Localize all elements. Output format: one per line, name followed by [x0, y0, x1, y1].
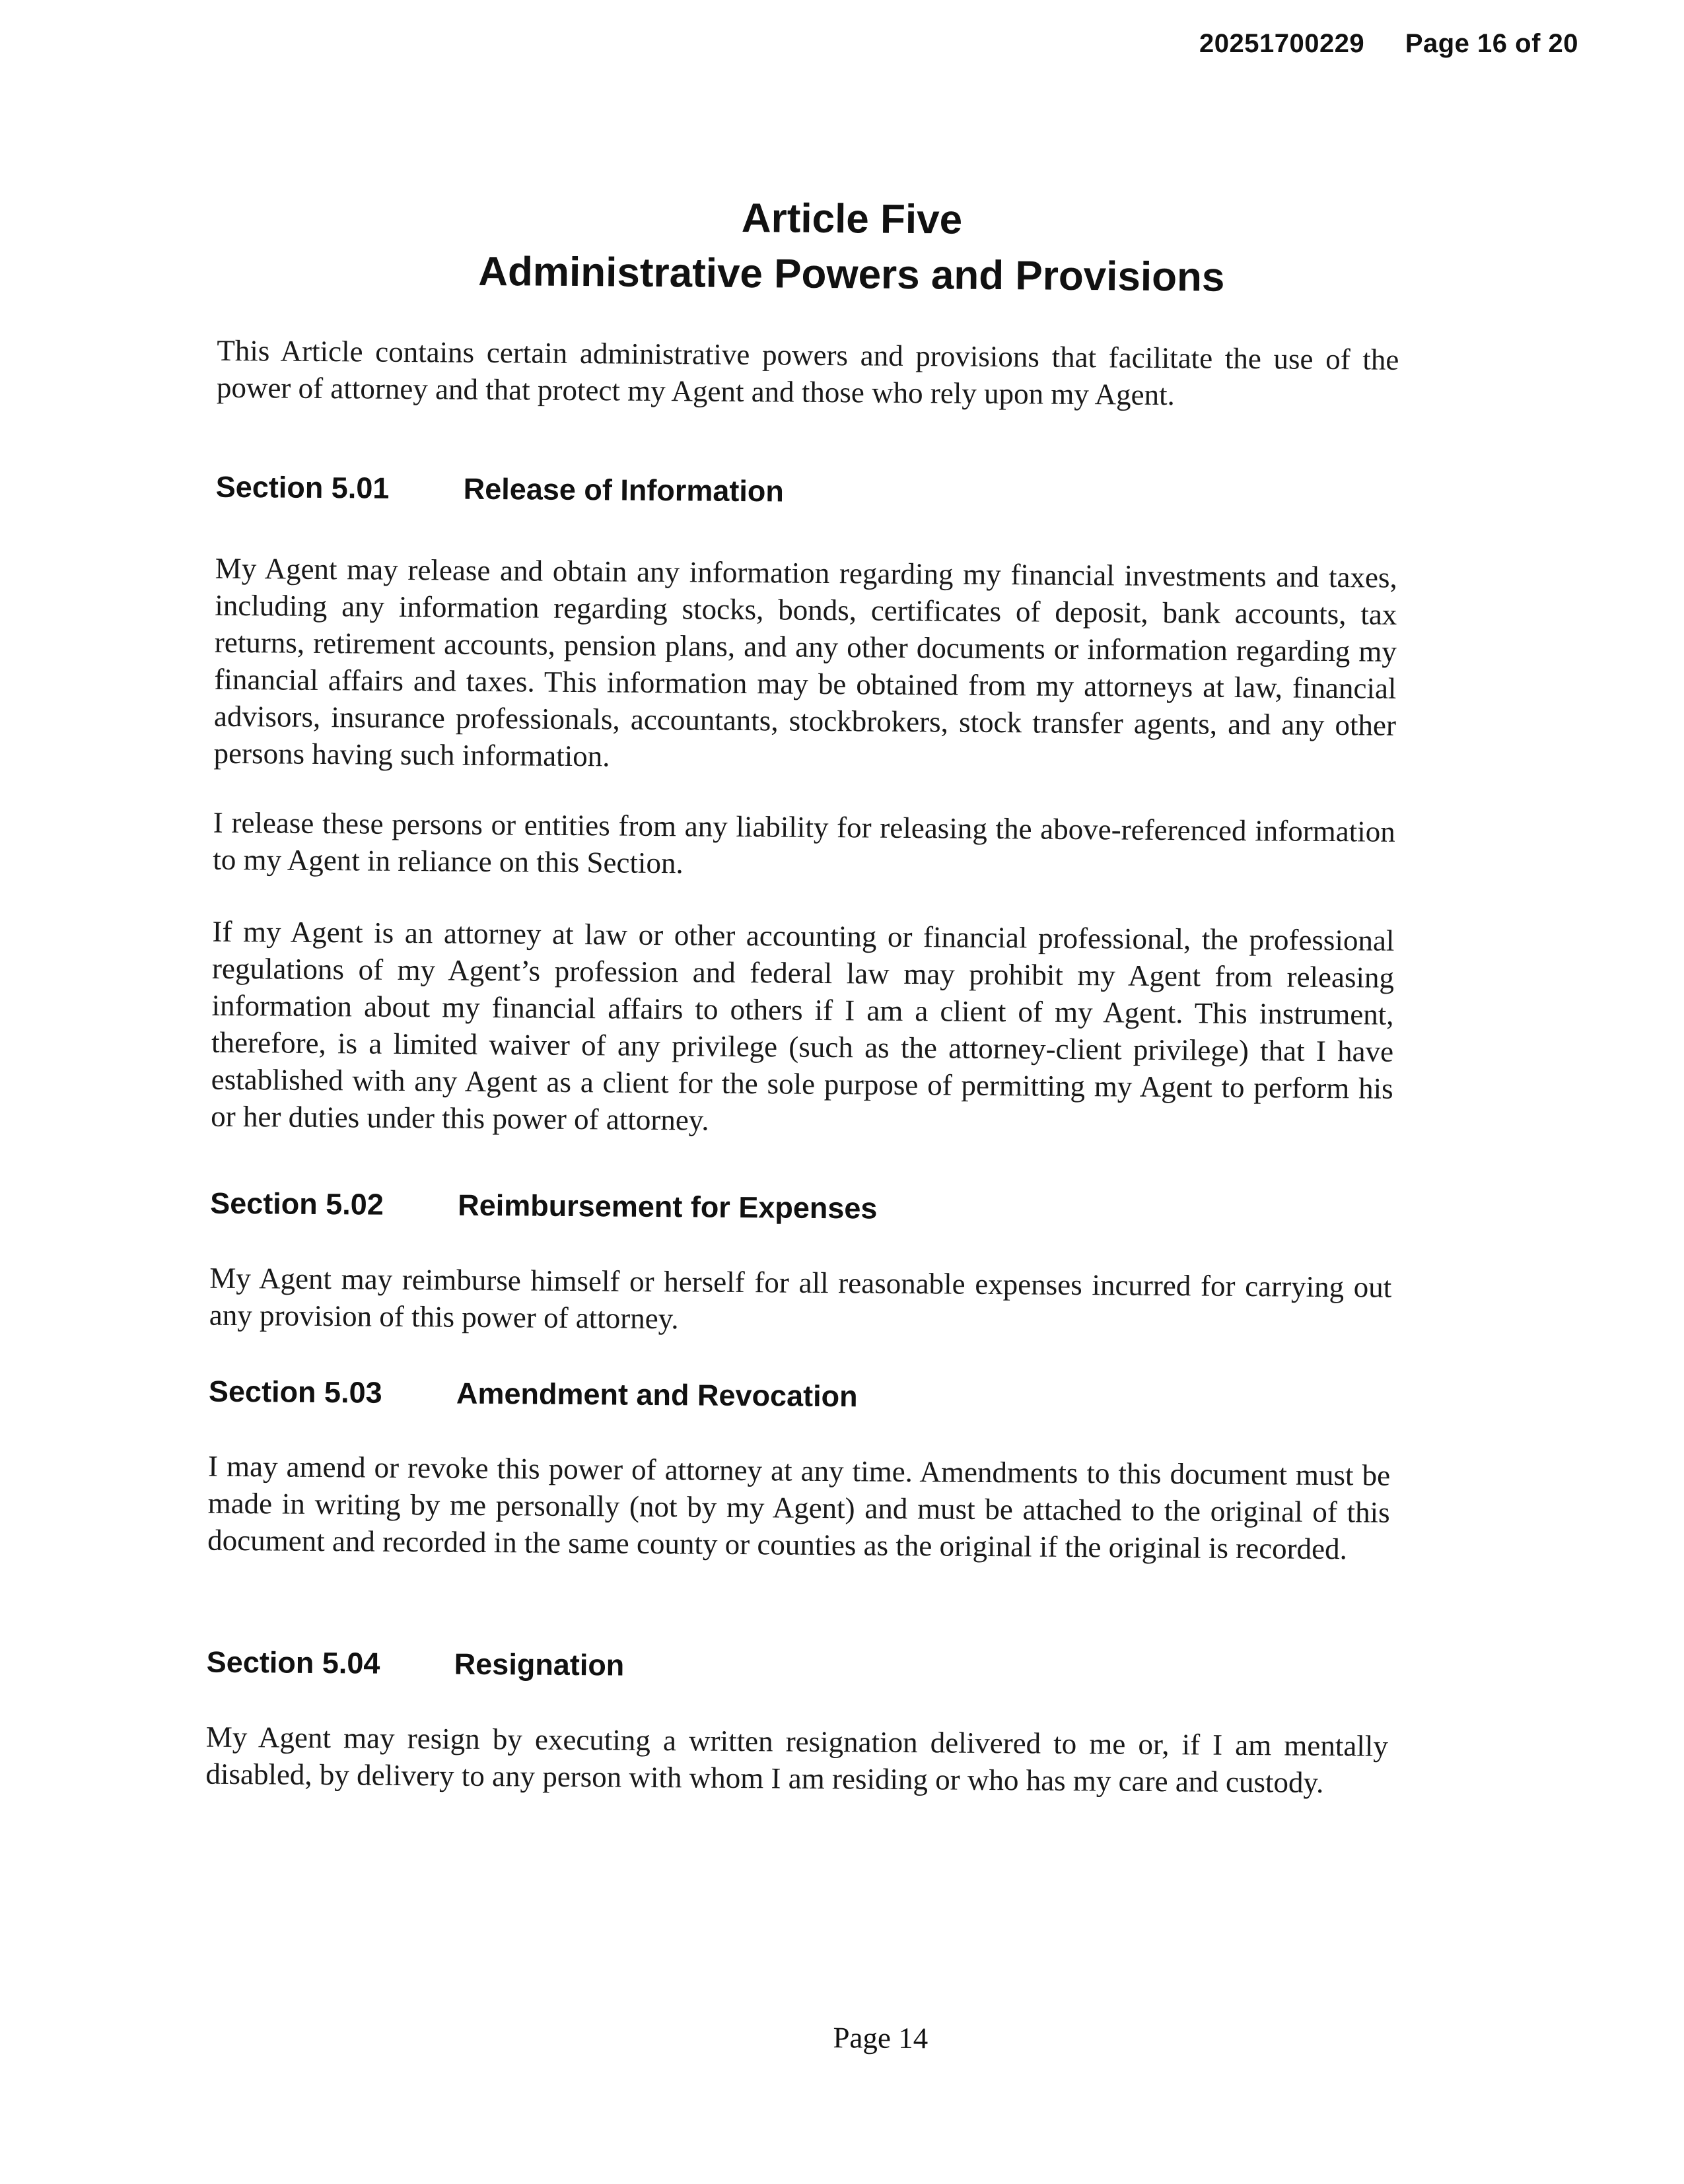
page-of-count: Page 16 of 20 [1405, 29, 1578, 58]
page-footer-number: Page 14 [833, 2021, 929, 2055]
section-5-04-heading [207, 1643, 625, 1686]
section-5-01-paragraph-3: If my Agent is an attorney at law or other accounting or financial professional, the professional regulations of my Agent’s profession and federal law may prohibit my Agent from releasing information about my financial affairs to others if I am a client of my Agent. This instrument, therefore, is a limited waiver of any privilege (such as the attorney-client privilege) that I have established with any Agent as a client for the sole purpose of permitting my Agent to perform his or her duties under this power of attorney. [211, 914, 1395, 1137]
section-5-01-paragraph-1: My Agent may release and obtain any information regarding my financial investments and taxes, including any information regarding stocks, bonds, certificates of deposit, bank accounts, tax returns, retirement accounts, pension plans, and any other documents or information regarding my financial affairs and taxes. This information may be obtained from my attorneys at law, financial advisors, insurance professionals, accountants, stockbrokers, stock transfer agents, and any other persons having such information. [213, 551, 1397, 773]
intro-paragraph: This Article contains certain administrative powers and provisions that facilitate the use of the power of attorney and that protect my Agent and those who rely upon my Agent. [216, 333, 1399, 412]
section-number: Section 5.03 [208, 1374, 382, 1410]
section-5-02-heading [210, 1184, 878, 1229]
article-heading: Administrative Powers and Provisions [478, 248, 1225, 300]
section-5-03-paragraph-1: I may amend or revoke this power of attorney at any time. Amendments to this document must be made in writing by me personally (not by my Agent) and must be attached to the original of this document and recorded in the same county or counties as the original if the original is recorded. [207, 1449, 1391, 1566]
section-title: Resignation [454, 1647, 625, 1682]
section-5-01-paragraph-2: I release these persons or entities from any liability for releasing the above-referenced information to my Agent in reliance on this Section. [213, 805, 1395, 880]
section-number: Section 5.01 [215, 469, 390, 505]
section-number: Section 5.04 [206, 1645, 380, 1680]
article-number: Article Five [741, 195, 963, 243]
section-title: Reimbursement for Expenses [458, 1188, 878, 1225]
page-body [203, 0, 1442, 2183]
section-5-02-paragraph-1: My Agent may reimburse himself or herself for all reasonable expenses incurred for carrying out any provision of this power of attorney. [209, 1261, 1392, 1336]
section-number: Section 5.02 [210, 1186, 384, 1221]
section-5-04-paragraph-1: My Agent may resign by executing a written resignation delivered to me or, if I am mentally disabled, by delivery to any person with whom I am residing or who has my care and custody. [205, 1720, 1389, 1799]
section-title: Release of Information [463, 471, 785, 508]
section-5-01-heading [216, 467, 785, 512]
article-title [217, 187, 1440, 308]
section-title: Amendment and Revocation [456, 1376, 858, 1414]
section-5-03-heading [209, 1372, 858, 1417]
document-id: 20251700229 [1199, 29, 1365, 58]
